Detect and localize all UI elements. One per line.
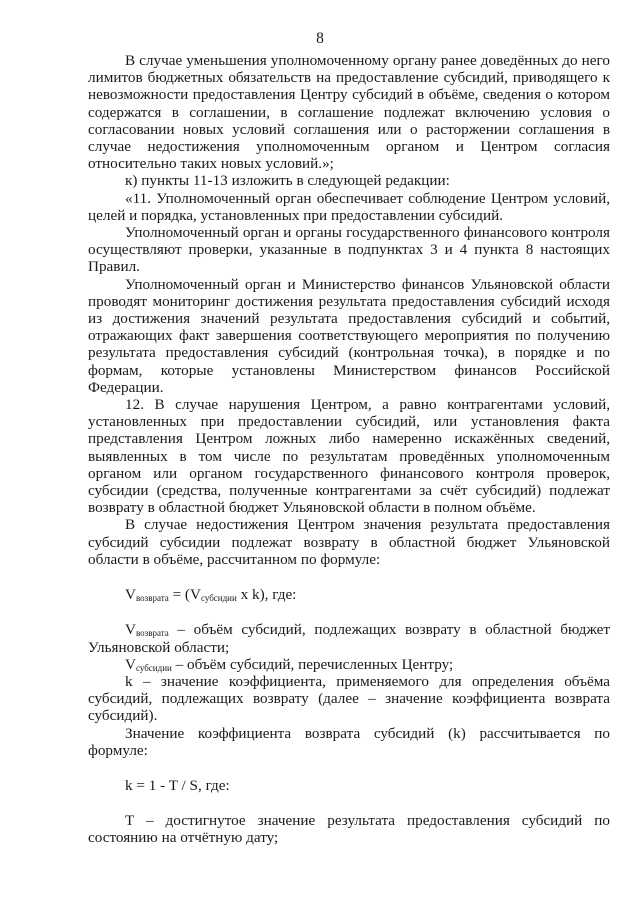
paragraph-coefficient: Значение коэффициента возврата субсидий (k) рассчитывается по формуле: (88, 724, 610, 759)
formula-return-volume: $V_{возврата} = (V_{субсидии}$ x k), где: (125, 586, 297, 604)
paragraph-non-achievement: В случае недостижения Центром значения результата предоставления субсидий субсидии подлежат возврату в областной бюджет Ульяновской области в объёме, рассчитанном по формуле: (88, 516, 610, 568)
paragraph-11: «11. Уполномоченный орган обеспечивает соблюдение Центром условий, целей и порядка, установленных при предоставлении субсидий. (88, 189, 610, 224)
paragraph-amendment-k: к) пункты 11-13 изложить в следующей редакции: (125, 172, 450, 190)
paragraph-12: 12. В случае нарушения Центром, а равно контрагентами условий, установленных при предоставлении субсидий, или установления факта представления Центром ложных либо намеренно искажённых сведений, выявленных в том числе по результатам проведённых уполномоченным органом или органом государственного финансового контроля проверок, субсидии (средства, полученные контрагентами за счёт субсидий) подлежат возврату в областной бюджет Ульяновской области в полном объёме. (88, 396, 610, 517)
paragraph-monitoring: Уполномоченный орган и Министерство финансов Ульяновской области проводят мониторинг достижения результата предоставления субсидий исходя из достижения значений результата предоставления субсидий и событий, отражающих факт завершения соответствующего мероприятия по получению результата предоставления субсидий (контрольная точка), в порядке и по формам, которые установлены Министерством финансов Российской Федерации. (88, 275, 610, 396)
formula-coefficient: k = 1 - T / S, где: (125, 776, 230, 794)
page-number: 8 (316, 30, 324, 47)
definition-v-subsidy: $V_{субсидии}$ – объём субсидий, перечисленных Центру; (125, 655, 454, 673)
definition-v-return: $V_{возврата}$ – объём субсидий, подлежащих возврату в областной бюджет Ульяновской области; (88, 621, 610, 656)
document-body (88, 52, 610, 847)
definition-k: k – значение коэффициента, применяемого для определения объёма субсидий, подлежащих возврату (далее – значение коэффициента возврата субсидий). (88, 672, 610, 725)
paragraph-budget-reduction: В случае уменьшения уполномоченному органу ранее доведённых до него лимитов бюджетных обязательств на предоставление субсидий, приводящего к невозможности предоставления Центру субсидий в объёме, сведения о котором содержатся в соглашении, в соглашение подлежат включению условия о согласовании новых условий соглашения или о расторжении соглашения в случае недостижения уполномоченным органом и Центром согласия относительно таких новых условий.»; (88, 52, 610, 173)
paragraph-inspections: Уполномоченный орган и органы государственного финансового контроля осуществляют проверки, указанные в подпунктах 3 и 4 пункта 8 настоящих Правил. (88, 224, 610, 276)
definition-t: T – достигнутое значение результата предоставления субсидий по состоянию на отчётную дату; (88, 812, 610, 847)
